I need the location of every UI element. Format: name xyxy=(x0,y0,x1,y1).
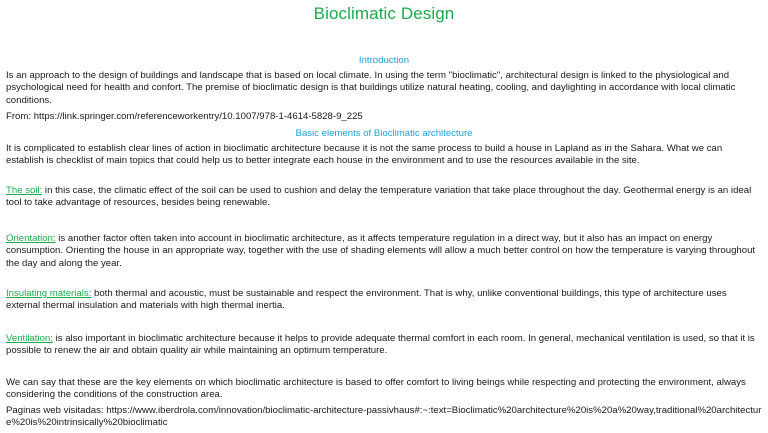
orientation-term: Orientation: xyxy=(6,233,56,244)
ventilation-paragraph xyxy=(6,333,762,358)
ventilation-text: is also important in bioclimatic architecture because it helps to provide adequate thermal comfort in each room. In general, mechanical ventilation is used, so that it is possible to renew the air and obtain quality air while maintaining an optimum temperature. xyxy=(6,333,755,357)
introduction-paragraph: Is an approach to the design of buildings and landscape that is based on local climate. In using the term "bioclimatic", architectural design is linked to the physiological and psychological need for health and confort. The premise of bioclimatic design is that buildings utilize natural heating, cooling, and daylighting in accordance with local climatic conditions. xyxy=(6,70,736,106)
conclusion-paragraph: We can say that these are the key elements on which bioclimatic architecture is based to offer comfort to living beings while respecting and protecting the environment, always considering the conditions of the construction area. xyxy=(6,377,746,401)
document-title: Bioclimatic Design xyxy=(313,4,455,23)
orientation-paragraph xyxy=(6,233,762,270)
basic-elements-heading: Basic elements of Bioclimatic architecture xyxy=(295,128,473,139)
introduction-heading: Introduction xyxy=(358,55,410,66)
websites-visited: Paginas web visitadas: https://www.iberdrola.com/innovation/bioclimatic-architecture-passivhaus#:~:text=Bioclimatic%20architecture%20is%20a%20way,traditional%20architecture%20is%20intrinsically%20bioclimatic xyxy=(6,405,762,429)
source-reference: From: https://link.springer.com/referenceworkentry/10.1007/978-1-4614-5828-9_225 xyxy=(6,111,363,122)
orientation-text: is another factor often taken into account in bioclimatic architecture, as it affects temperature regulation in a direct way, but it also has an impact on energy consumption. Orienting the house in an appropriate way, together with the use of shading elements will allow a much better control on how the temperature is varying throughout the day and along the year. xyxy=(6,233,756,269)
ventilation-term: Ventilation: xyxy=(6,333,53,344)
soil-term: The soil: xyxy=(6,185,43,196)
insulating-materials-term: Insulating materials: xyxy=(6,288,92,299)
soil-paragraph xyxy=(6,185,762,210)
soil-text: in this case, the climatic effect of the soil can be used to cushion and delay the temperature variation that take place throughout the day. Geothermal energy is an ideal tool to take advantage of resources, besides being renewable. xyxy=(6,185,752,209)
insulating-materials-text: both thermal and acoustic, must be sustainable and respect the environment. That is why, unlike conventional buildings, this type of architecture uses external thermal insulation and materials with high thermal inertia. xyxy=(6,288,727,312)
basic-elements-paragraph: It is complicated to establish clear lines of action in bioclimatic architecture because it is not the same process to build a house in Lapland as in the Sahara. What we can establish is checklist of main topics that could help us to better integrate each house in the environment and to use the resources available in the site. xyxy=(6,143,723,167)
insulating-materials-paragraph xyxy=(6,288,762,313)
